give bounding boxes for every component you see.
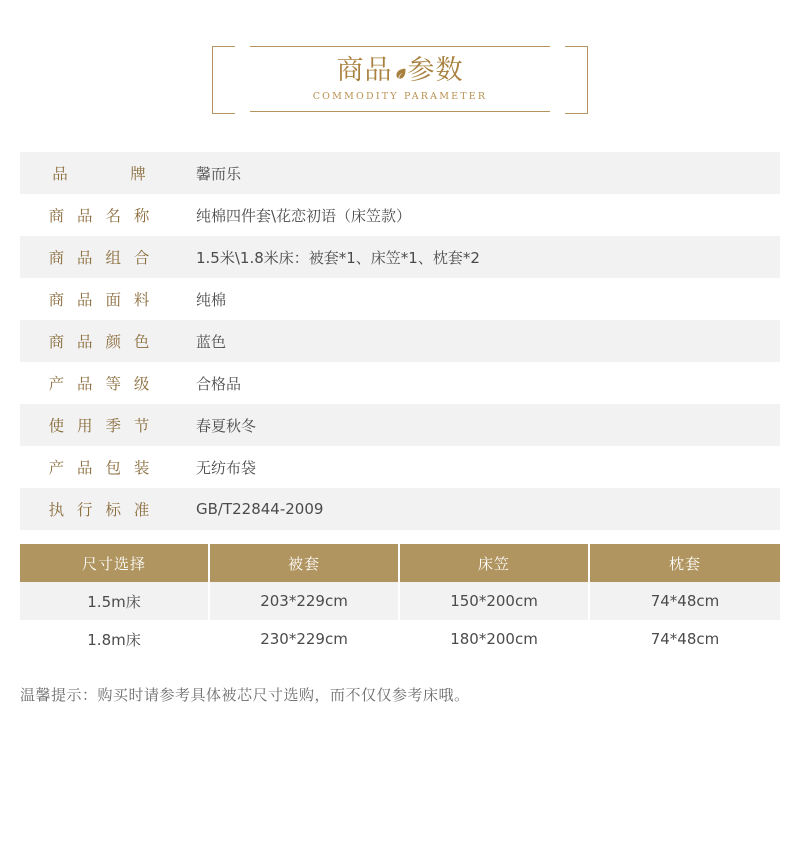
spec-value: 纯棉四件套\花恋初语（床笠款） [178, 194, 780, 236]
size-cell: 203*229cm [210, 582, 400, 620]
spec-value: 纯棉 [178, 278, 780, 320]
size-header-cell: 枕套 [668, 554, 701, 573]
product-parameter-page [0, 44, 800, 844]
size-table [20, 544, 780, 658]
size-cell: 74*48cm [590, 620, 780, 658]
spec-value: 馨而乐 [178, 152, 780, 194]
table-row [20, 320, 780, 362]
size-cell: 150*200cm [400, 582, 590, 620]
spec-value: 无纺布袋 [178, 446, 780, 488]
banner-side-brackets [250, 46, 550, 112]
purchase-tip: 温馨提示：购买时请参考具体被芯尺寸选购，而不仅仅参考床哦。 [20, 686, 470, 704]
table-row [20, 446, 780, 488]
spec-label: 使 用 季 节 [20, 404, 178, 446]
spec-value: GB/T22844-2009 [178, 488, 780, 530]
table-row [20, 620, 780, 658]
page-header-banner [20, 44, 780, 114]
size-cell: 180*200cm [400, 620, 590, 658]
spec-table [20, 152, 780, 530]
size-cell: 74*48cm [590, 582, 780, 620]
spec-label: 商 品 组 合 [20, 236, 178, 278]
spec-value: 合格品 [178, 362, 780, 404]
size-header-cell: 尺寸选择 [20, 544, 210, 582]
table-row [20, 152, 780, 194]
table-row [20, 488, 780, 530]
spec-label: 品 牌 [20, 152, 178, 194]
table-row [20, 404, 780, 446]
banner-inner-frame [250, 46, 550, 112]
size-header-cell: 床笠 [400, 544, 590, 582]
spec-label: 产 品 等 级 [20, 362, 178, 404]
table-row [20, 236, 780, 278]
size-cell: 1.8m床 [20, 620, 210, 658]
page-title-prefix: 商品 [336, 54, 393, 86]
table-row [20, 362, 780, 404]
spec-label: 商 品 面 料 [20, 278, 178, 320]
size-cell: 1.5m床 [20, 582, 210, 620]
page-title-suffix: 参数 [407, 54, 464, 86]
spec-label: 商 品 颜 色 [20, 320, 178, 362]
spec-label: 产 品 包 装 [20, 446, 178, 488]
table-row [20, 194, 780, 236]
spec-value: 春夏秋冬 [178, 404, 780, 446]
spec-value: 蓝色 [178, 320, 780, 362]
table-row [20, 278, 780, 320]
spec-value: 1.5米\1.8米床：被套*1、床笠*1、枕套*2 [178, 236, 780, 278]
page-title [336, 54, 464, 86]
table-row [20, 582, 780, 620]
spec-label: 商 品 名 称 [20, 194, 178, 236]
size-table-header [20, 544, 780, 582]
size-header-cell: 被套 [210, 544, 400, 582]
size-cell: 230*229cm [210, 620, 400, 658]
page-subtitle: COMMODITY PARAMETER [312, 90, 488, 102]
spec-label: 执 行 标 准 [20, 488, 178, 530]
leaf-icon [394, 58, 407, 71]
